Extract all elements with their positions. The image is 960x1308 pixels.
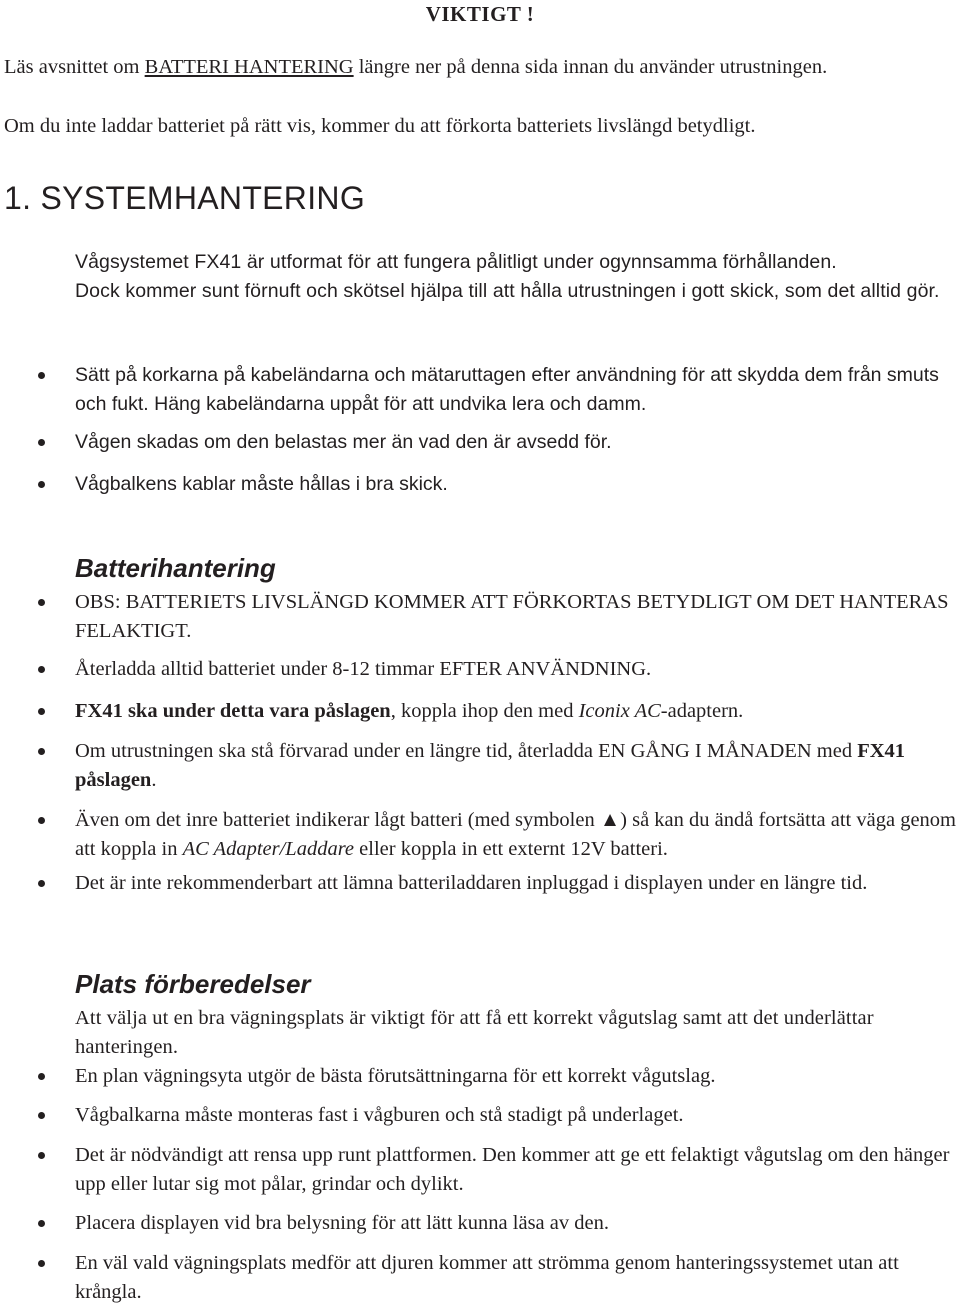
list-item-text: Det är nödvändigt att rensa upp runt plattformen. Den kommer att ge ett felaktigt vågutslag om den hänger upp eller lutar sig mot pålar, grindar och dylikt. [75, 1144, 950, 1195]
bullet-icon [38, 439, 45, 446]
list-item-text [75, 806, 960, 864]
bullet-icon [38, 1112, 45, 1119]
list-item-text-mid: , koppla ihop den med [390, 700, 579, 722]
list-item-text: OBS: BATTERIETS LIVSLÄNGD KOMMER ATT FÖRKORTAS BETYDLIGT OM DET HANTERAS FELAKTIGT. [75, 591, 949, 642]
list-item-text: Vågbalkarna måste monteras fast i vågburen och stå stadigt på underlaget. [75, 1104, 684, 1126]
warning-line-1 [4, 56, 827, 79]
list-item-text: Sätt på korkarna på kabeländarna och mätaruttagen efter användning för att skydda dem från smuts och fukt. Häng kabeländarna uppåt för att undvika lera och damm. [75, 364, 939, 415]
list-item-text [75, 737, 945, 795]
bullet-icon [38, 1073, 45, 1080]
list-item-text: Placera displayen vid bra belysning för att lätt kunna läsa av den. [75, 1212, 609, 1234]
fx41-on-emphasis: FX41 ska under detta vara påslagen [75, 700, 391, 722]
bullet-icon [38, 748, 45, 755]
bullet-icon [38, 1260, 45, 1267]
section-title-plats-forberedelser: Plats förberedelser [75, 969, 311, 999]
list-item-text-end: -adaptern. [660, 700, 744, 722]
section1-intro-line1: Vågsystemet FX41 är utformat för att fungera pålitligt under ogynnsamma förhållanden. [75, 251, 837, 273]
list-item-text-pre: Om utrustningen ska stå förvarad under en längre tid, återladda EN GÅNG I MÅNADEN med [75, 740, 858, 762]
bullet-icon [38, 599, 45, 606]
list-item-text: Återladda alltid batteriet under 8-12 timmar EFTER ANVÄNDNING. [75, 658, 652, 680]
list-item-text-end: . [151, 769, 157, 791]
bullet-icon [38, 481, 45, 488]
section-title-systemhantering: 1. SYSTEMHANTERING [4, 180, 366, 216]
section-title-batterihantering: Batterihantering [75, 553, 276, 583]
section1-intro-line2: Dock kommer sunt förnuft och skötsel hjälpa till att hålla utrustningen i gott skick, som det alltid gör. [75, 280, 940, 302]
bullet-icon [38, 880, 45, 887]
warning-text-post: längre ner på denna sida innan du använder utrustningen. [353, 56, 828, 78]
ac-adapter-term: AC Adapter/Laddare [182, 838, 355, 860]
bullet-icon [38, 817, 45, 824]
list-item-text: En plan vägningsyta utgör de bästa förutsättningarna för ett korrekt vågutslag. [75, 1065, 716, 1087]
list-item-text-end: eller koppla in ett externt 12V batteri. [354, 838, 668, 860]
list-item-text: En väl vald vägningsplats medför att djuren kommer att strömma genom hanteringssystemet utan att krångla. [75, 1252, 899, 1303]
bullet-icon [38, 666, 45, 673]
iconix-ac-term: Iconix AC [578, 700, 661, 722]
list-item-text-pre: Även om det inre batteriet indikerar lågt batteri (med symbolen ▲) så kan du ändå fortsätta att väga genom att koppla in [75, 809, 956, 860]
list-item-text [75, 697, 960, 726]
site-intro: Att välja ut en bra vägningsplats är viktigt för att få ett korrekt vågutslag samt att det underlättar hanteringen. [75, 1007, 874, 1058]
battery-handling-link[interactable]: BATTERI HANTERING [144, 56, 354, 78]
fx41-on-emphasis: FX41 påslagen [75, 740, 906, 791]
bullet-icon [38, 1152, 45, 1159]
warning-line-2: Om du inte laddar batteriet på rätt vis, kommer du att förkorta batteriets livslängd betydligt. [4, 115, 756, 137]
list-item-text: Vågbalkens kablar måste hållas i bra skick. [75, 473, 448, 495]
warning-text-pre: Läs avsnittet om [4, 56, 145, 78]
list-item-text: Vågen skadas om den belastas mer än vad den är avsedd för. [75, 431, 612, 453]
bullet-icon [38, 1220, 45, 1227]
bullet-icon [38, 372, 45, 379]
important-heading: VIKTIGT ! [425, 2, 535, 26]
list-item-text: Det är inte rekommenderbart att lämna batteriladdaren inpluggad i displayen under en längre tid. [75, 872, 868, 894]
bullet-icon [38, 708, 45, 715]
